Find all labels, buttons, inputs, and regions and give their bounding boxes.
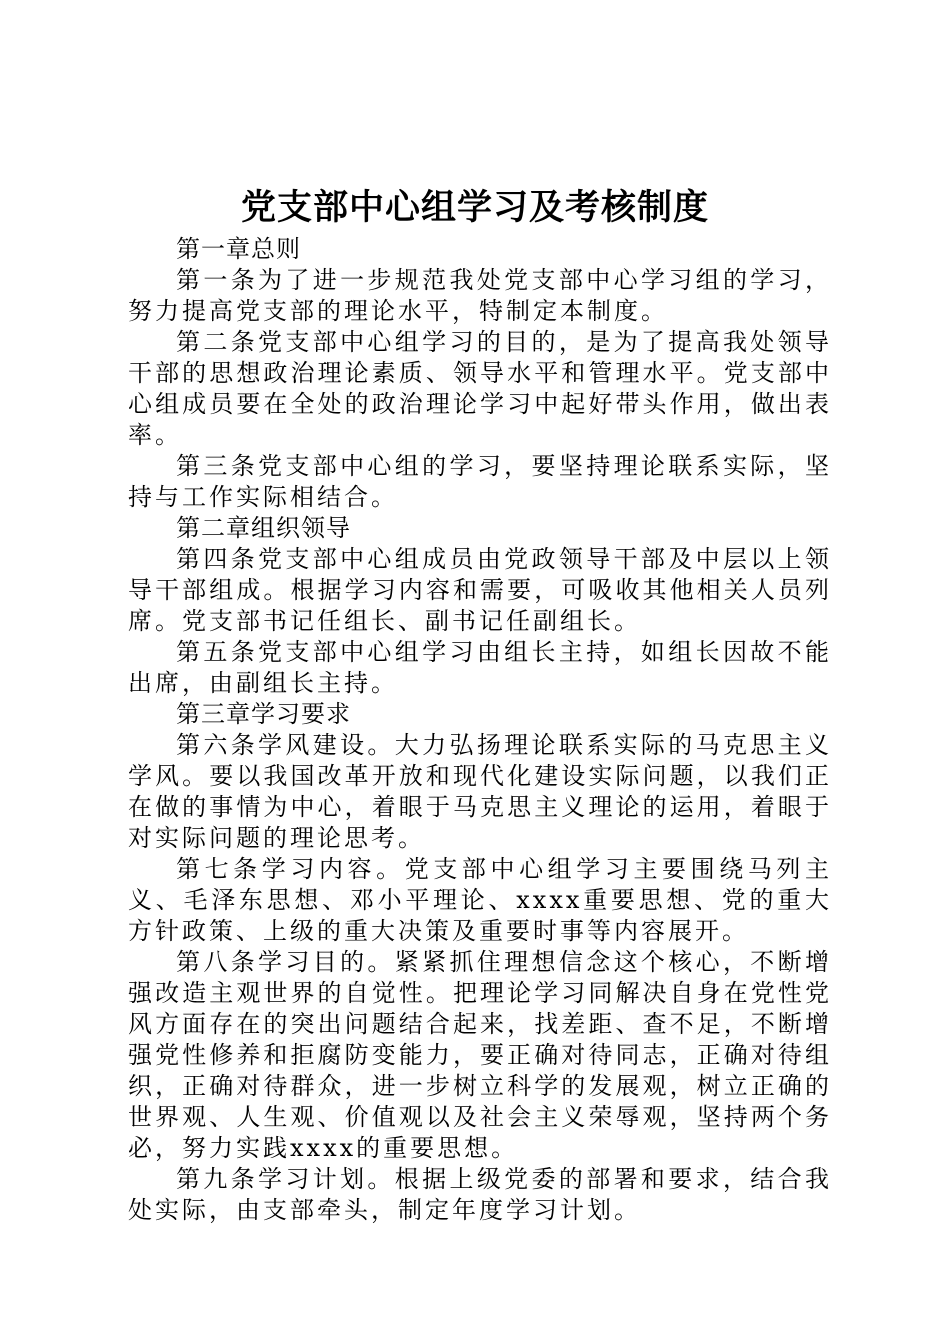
chapter-heading: 第二章组织领导 <box>176 514 351 542</box>
article-paragraph: 第八条学习目的。紧紧抓住理想信念这个核心，不断增强改造主观世界的自觉性。把理论学习同解决自身在党性党风方面存在的突出问题结合起来，找差距、查不足，不断增强党性修养和拒腐防变能力，要正确对待同志，正确对待组织，正确对待群众，进一步树立科学的发展观，树立正确的世界观、人生观、价值观以及社会主义荣辱观，坚持两个务必，努力实践xxxx的重要思想。 <box>128 948 832 1162</box>
article-paragraph: 第六条学风建设。大力弘扬理论联系实际的马克思主义学风。要以我国改革开放和现代化建设实际问题，以我们正在做的事情为中心，着眼于马克思主义理论的运用，着眼于对实际问题的理论思考。 <box>128 731 832 852</box>
document-body <box>128 234 832 1226</box>
article-paragraph: 第九条学习计划。根据上级党委的部署和要求，结合我处实际，由支部牵头，制定年度学习计划。 <box>128 1165 832 1224</box>
chapter-heading: 第三章学习要求 <box>176 700 351 728</box>
article-paragraph: 第二条党支部中心组学习的目的，是为了提高我处领导干部的思想政治理论素质、领导水平和管理水平。党支部中心组成员要在全处的政治理论学习中起好带头作用，做出表率。 <box>128 328 832 449</box>
article-paragraph: 第三条党支部中心组的学习，要坚持理论联系实际，坚持与工作实际相结合。 <box>128 452 832 511</box>
article-paragraph: 第五条党支部中心组学习由组长主持，如组长因故不能出席，由副组长主持。 <box>128 638 832 697</box>
chapter-heading: 第一章总则 <box>176 235 301 263</box>
article-paragraph: 第四条党支部中心组成员由党政领导干部及中层以上领导干部组成。根据学习内容和需要，可吸收其他相关人员列席。党支部书记任组长、副书记任副组长。 <box>128 545 832 635</box>
article-paragraph: 第七条学习内容。党支部中心组学习主要围绕马列主义、毛泽东思想、邓小平理论、xxxx重要思想、党的重大方针政策、上级的重大决策及重要时事等内容展开。 <box>128 855 832 945</box>
article-paragraph: 第一条为了进一步规范我处党支部中心学习组的学习，努力提高党支部的理论水平，特制定本制度。 <box>128 266 832 325</box>
document-title: 党支部中心组学习及考核制度 <box>240 187 709 228</box>
